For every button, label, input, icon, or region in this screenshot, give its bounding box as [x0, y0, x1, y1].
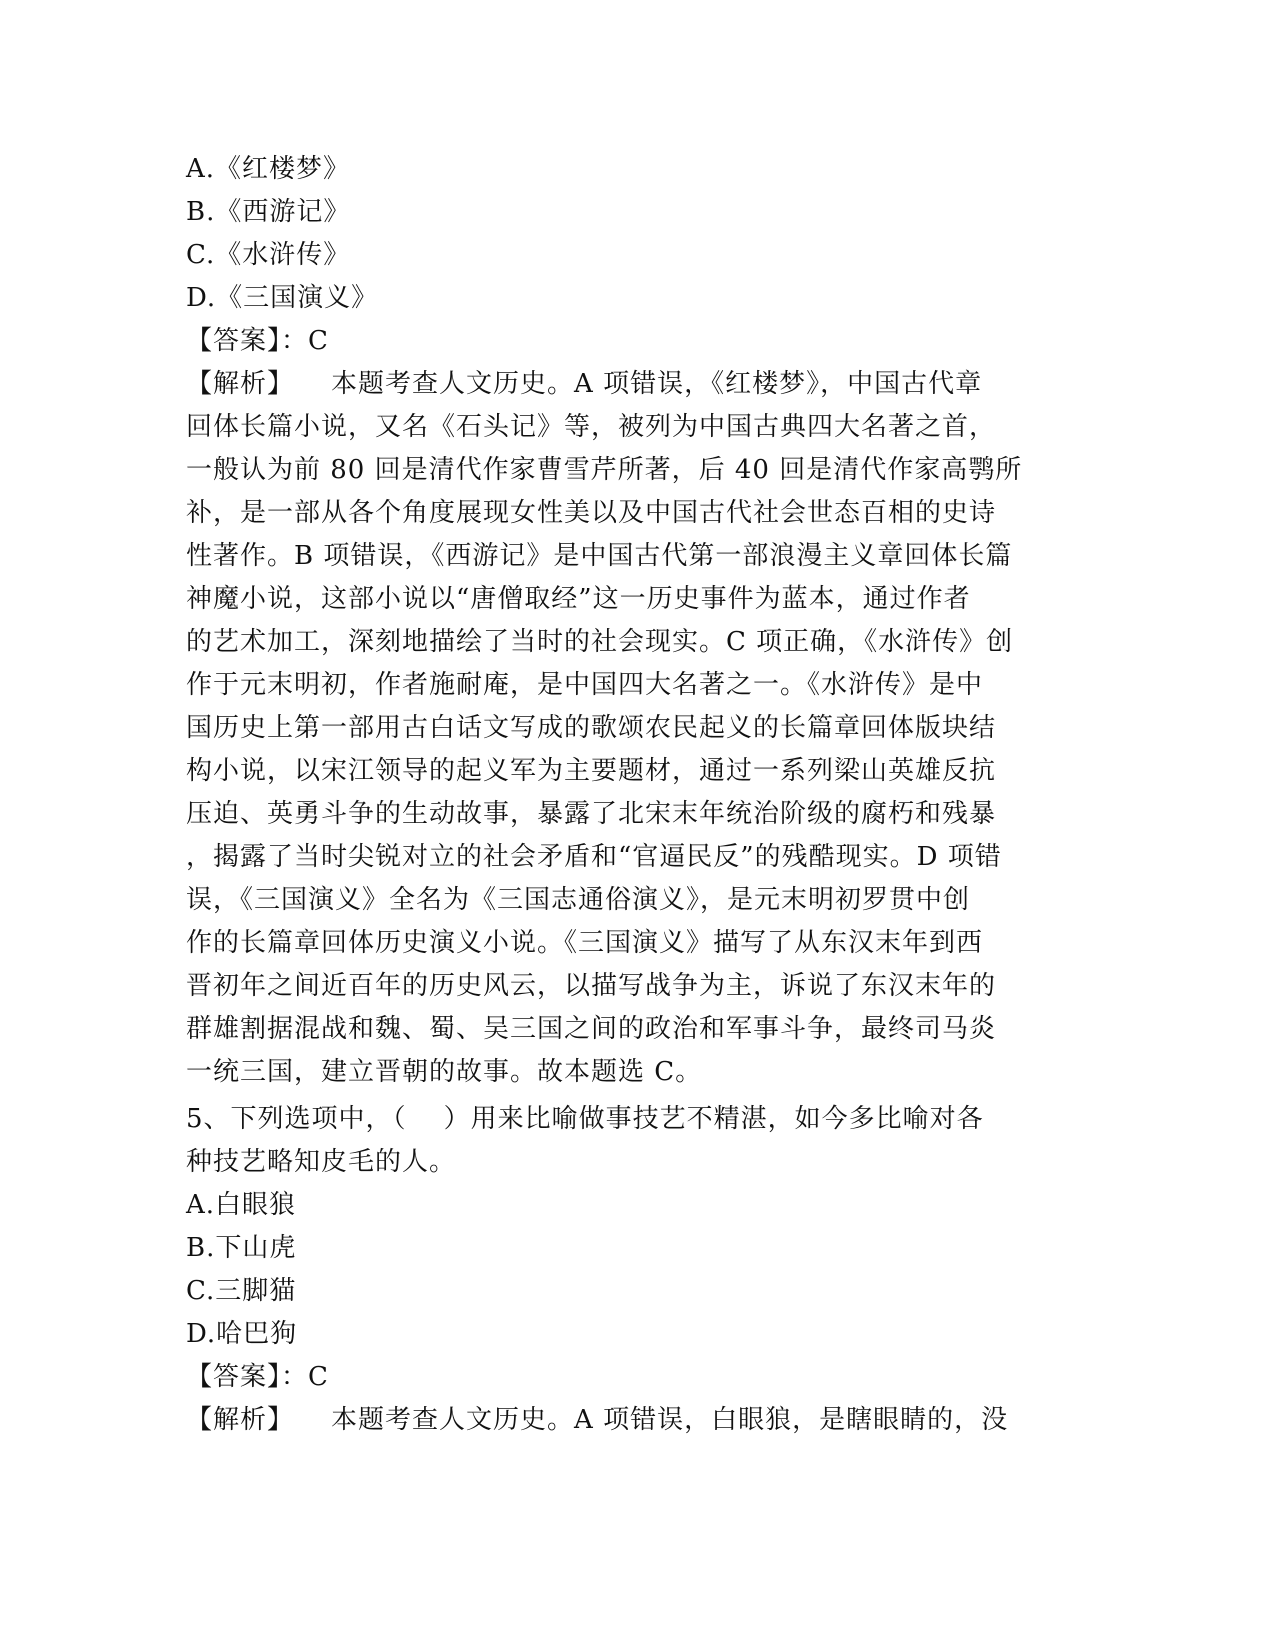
analysis-line: 国历史上第一部用古白话文写成的歌颂农民起义的长篇章回体版块结 — [186, 713, 997, 743]
question-5-section — [186, 1098, 1066, 1442]
analysis-line: 作的长篇章回体历史演义小说。《三国演义》描写了从东汉末年到西 — [186, 928, 984, 958]
analysis-line: 误，《三国演义》全名为《三国志通俗演义》，是元末明初罗贯中创 — [186, 885, 971, 915]
question-stem: 5、下列选项中，（ ）用来比喻做事技艺不精湛，如今多比喻对各 — [186, 1104, 984, 1134]
answer-line: 【答案】：C — [186, 1362, 329, 1392]
question-stem: 种技艺略知皮毛的人。 — [186, 1147, 457, 1177]
analysis-line: 压迫、英勇斗争的生动故事，暴露了北宋末年统治阶级的腐朽和残暴 — [186, 799, 997, 829]
question-4-section — [186, 148, 1066, 1094]
analysis-line: 神魔小说，这部小说以“唐僧取经”这一历史事件为蓝本，通过作者 — [186, 584, 971, 614]
analysis-line: 的艺术加工，深刻地描绘了当时的社会现实。C 项正确，《水浒传》创 — [186, 627, 1014, 657]
option-b: B.《西游记》 — [186, 197, 351, 227]
option-b: B.下山虎 — [186, 1233, 297, 1263]
option-c: C.《水浒传》 — [186, 240, 351, 270]
analysis-line: 一统三国，建立晋朝的故事。故本题选 C。 — [186, 1057, 703, 1087]
option-a: A.《红楼梦》 — [186, 154, 351, 184]
analysis-line: 补，是一部从各个角度展现女性美以及中国古代社会世态百相的史诗 — [186, 498, 997, 528]
analysis-line: 一般认为前 80 回是清代作家曹雪芹所著，后 40 回是清代作家高鹗所 — [186, 455, 1023, 485]
analysis-line: ，揭露了当时尖锐对立的社会矛盾和“官逼民反”的残酷现实。D 项错 — [186, 842, 1002, 872]
analysis-line: 群雄割据混战和魏、蜀、吴三国之间的政治和军事斗争，最终司马炎 — [186, 1014, 997, 1044]
analysis-line: 回体长篇小说，又名《石头记》等，被列为中国古典四大名著之首， — [186, 412, 997, 442]
option-a: A.白眼狼 — [186, 1190, 297, 1220]
answer-line: 【答案】：C — [186, 326, 329, 356]
analysis-line: 【解析】 本题考查人文历史。A 项错误，《红楼梦》，中国古代章 — [186, 369, 983, 399]
option-c: C.三脚猫 — [186, 1276, 297, 1306]
option-d: D.哈巴狗 — [186, 1319, 298, 1349]
analysis-line: 性著作。B 项错误，《西游记》是中国古代第一部浪漫主义章回体长篇 — [186, 541, 1013, 571]
analysis-line: 作于元末明初，作者施耐庵，是中国四大名著之一。《水浒传》是中 — [186, 670, 984, 700]
option-d: D.《三国演义》 — [186, 283, 379, 313]
analysis-line: 晋初年之间近百年的历史风云，以描写战争为主，诉说了东汉末年的 — [186, 971, 997, 1001]
analysis-line: 构小说，以宋江领导的起义军为主要题材，通过一系列梁山英雄反抗 — [186, 756, 997, 786]
analysis-line: 【解析】 本题考查人文历史。A 项错误，白眼狼，是瞎眼睛的，没 — [186, 1405, 1009, 1435]
